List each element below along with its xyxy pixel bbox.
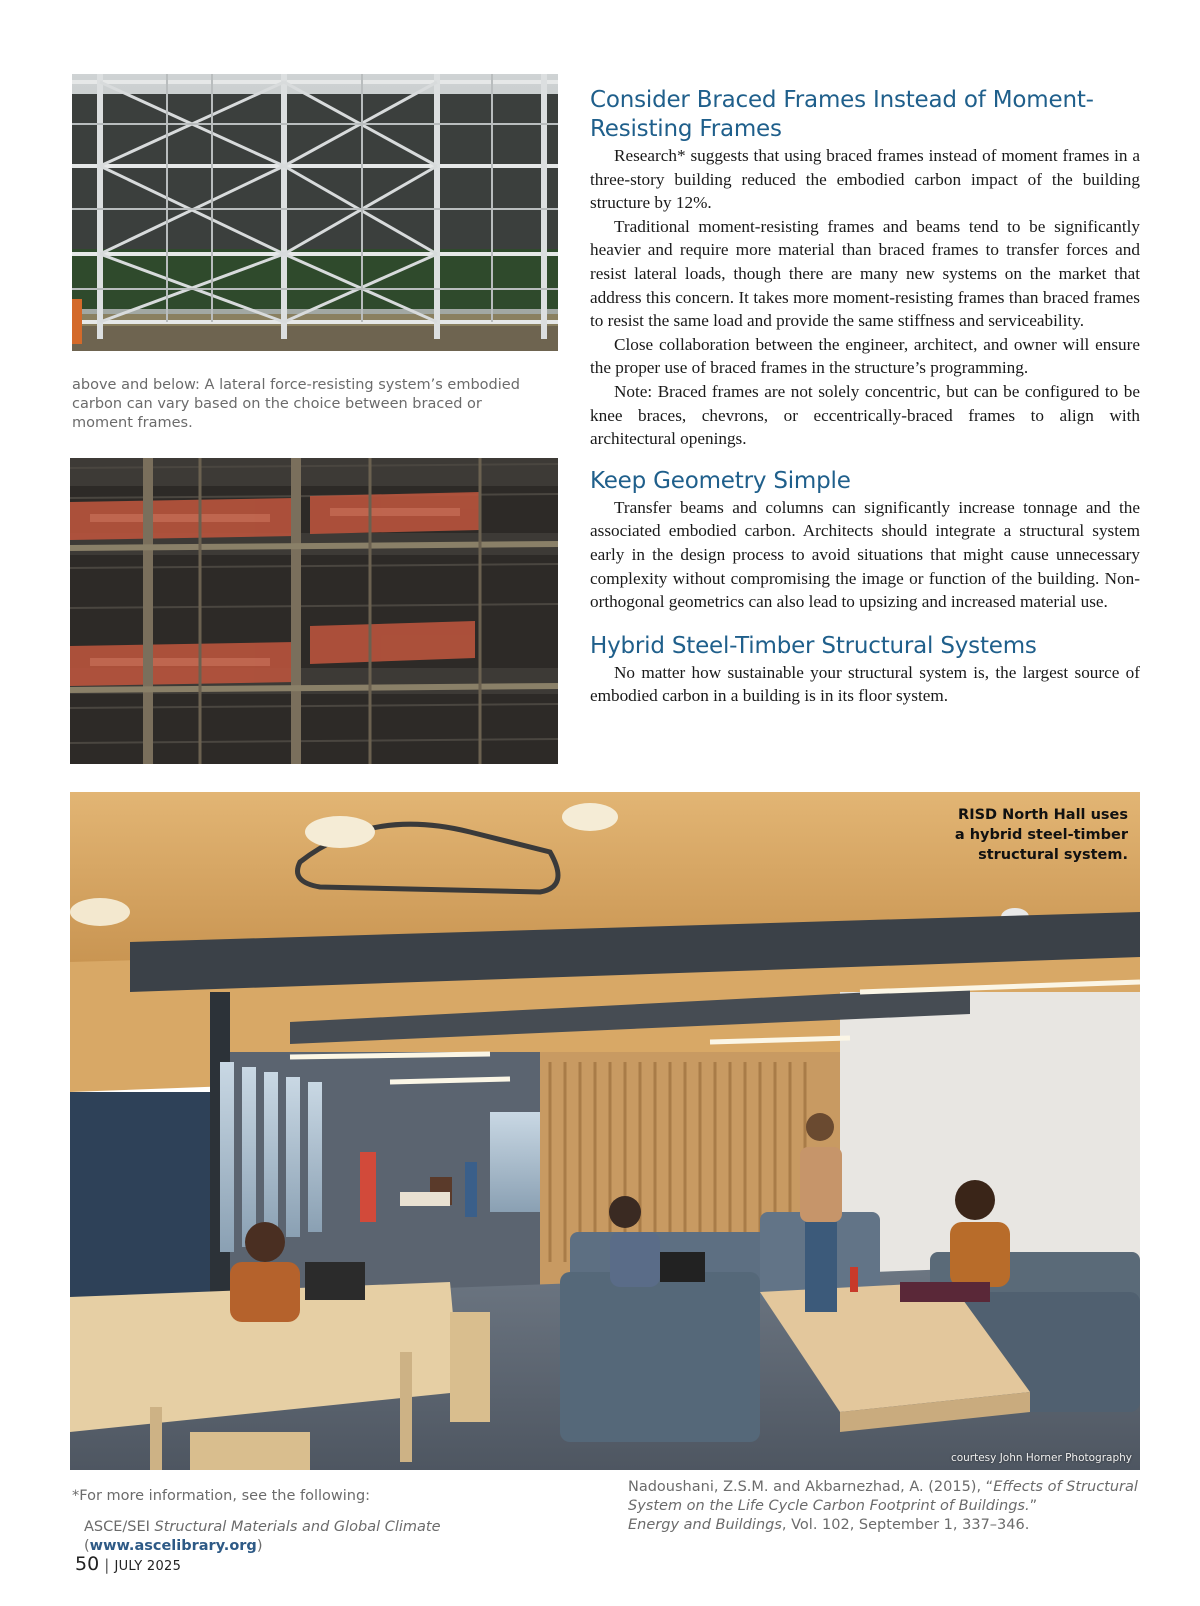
- paragraph: Note: Braced frames are not solely concentric, but can be configured to be knee braces, chevrons, or eccentrically-braced frames to align with architectural openings.: [590, 381, 1140, 449]
- caption-line: a hybrid steel-timber: [954, 827, 1128, 843]
- heading-line: Keep Geometry Simple: [590, 467, 851, 494]
- moment-frame-photo: [70, 458, 558, 764]
- heading-line: Resisting Frames: [590, 116, 782, 142]
- folio-separator: |: [104, 1556, 110, 1574]
- paragraph: Close collaboration between the engineer, architect, and owner will ensure the proper use of braced frames in the structure’s programming.: [590, 334, 1140, 378]
- footnote-reference-1: [84, 1518, 604, 1556]
- section-heading: [590, 86, 1140, 144]
- section-heading: [590, 467, 1140, 496]
- braced-frame-photo: [72, 74, 558, 351]
- reference-punct: (: [84, 1538, 90, 1554]
- section-body: [590, 144, 1140, 451]
- photo-credit: courtesy John Horner Photography: [950, 1452, 1132, 1464]
- frames-photo-caption: above and below: A lateral force-resisting system’s embodied carbon can vary based on the choice between braced or moment frames.: [72, 377, 520, 431]
- reference-punct: ”: [1029, 1498, 1038, 1514]
- reference-details: , Vol. 102, September 1, 337–346.: [781, 1517, 1030, 1533]
- north-hall-photo-caption: [820, 805, 1128, 865]
- paragraph: No matter how sustainable your structural system is, the largest source of embodied carbon in a building is in its floor system.: [590, 662, 1140, 706]
- footnote-intro: [72, 1487, 370, 1506]
- heading-line: Consider Braced Frames Instead of Moment-: [590, 87, 1094, 113]
- risd-north-hall-photo: [70, 792, 1140, 1470]
- reference-title: Structural Materials and Global Climate: [154, 1519, 441, 1535]
- heading-line: Hybrid Steel-Timber Structural Systems: [590, 632, 1037, 659]
- section-body: [590, 496, 1140, 614]
- reference-publisher: ASCE/SEI: [84, 1519, 155, 1535]
- reference-title: Effects of Structural System on the Life Cycle Carbon Footprint of Buildings.: [628, 1479, 1138, 1514]
- footnote-reference-2: [628, 1478, 1148, 1535]
- paragraph: Traditional moment-resisting frames and beams tend to be significantly heavier and require more material than braced frames to transfer forces and resist lateral loads, though there are many new systems on the market that address this concern. It takes more moment-resisting frames than braced frames to resist the same load and provide the same stiffness and serviceability.: [590, 216, 1140, 331]
- caption-line: structural system.: [978, 847, 1128, 863]
- article-column: [590, 86, 1140, 708]
- footnote-intro-text: For more information, see the following:: [79, 1488, 371, 1504]
- page-folio: [75, 1553, 181, 1575]
- page-number: 50: [75, 1553, 100, 1575]
- paragraph: Transfer beams and columns can significantly increase tonnage and the associated embodied carbon. Architects should integrate a structural system early in the design process to avoid situations that might cause unnecessary complexity without compromising the image or function of the building. Non-orthogonal geometrics can also lead to upsizing and increased material use.: [590, 497, 1140, 612]
- footnote-marker: *: [72, 1488, 80, 1504]
- paragraph: Research* suggests that using braced frames instead of moment frames in a three-story building reduced the embodied carbon impact of the building structure by 12%.: [590, 146, 1140, 213]
- section-heading: [590, 632, 1140, 661]
- section-body: [590, 661, 1140, 708]
- reference-journal: Energy and Buildings: [628, 1517, 782, 1533]
- reference-authors: Nadoushani, Z.S.M. and Akbarnezhad, A. (2015), “: [628, 1479, 994, 1495]
- reference-punct: ): [256, 1538, 263, 1554]
- caption-line: RISD North Hall uses: [958, 807, 1128, 823]
- issue-date: JULY 2025: [114, 1559, 182, 1574]
- reference-link[interactable]: www.ascelibrary.org: [89, 1538, 257, 1554]
